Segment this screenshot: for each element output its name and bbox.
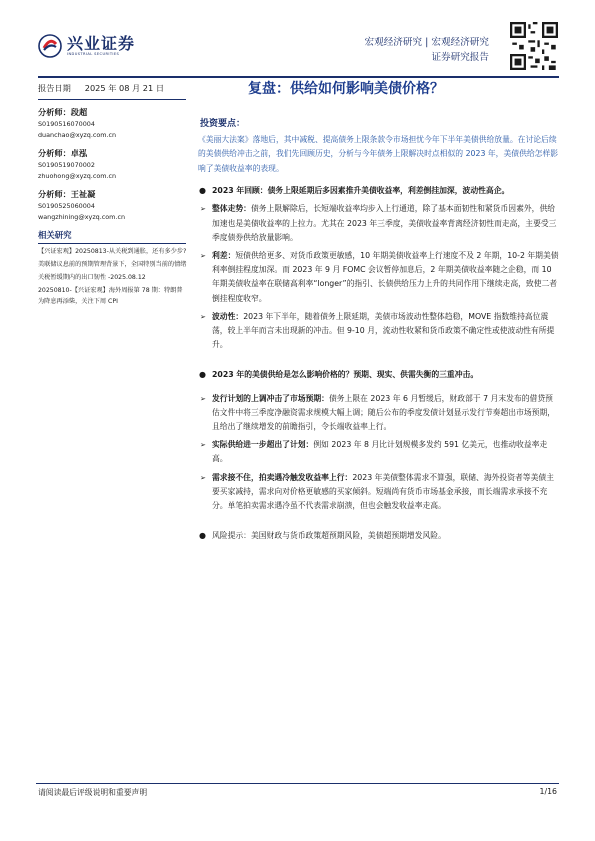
arrow-bullet-icon: ➢ <box>200 252 206 261</box>
key-point-heading: 2023 年的美债供给是怎么影响价格的？预期、现实、供需失衡的三重冲击。 <box>212 370 479 380</box>
analyst-email[interactable]: duanchao@xyzq.com.cn <box>38 131 117 139</box>
sub-point <box>198 438 560 466</box>
sub-point-label: 需求接不住，拍卖遇冷触发收益率上行： <box>212 472 353 482</box>
analyst-license: S0190516070004 <box>38 120 95 128</box>
sub-point <box>198 392 560 435</box>
arrow-bullet-icon: ➢ <box>200 312 206 321</box>
analyst-name: 分析师：王祉凝 <box>38 189 96 199</box>
analyst-name: 分析师：段超 <box>38 107 88 117</box>
report-type: 证券研究报告 <box>431 52 489 63</box>
key-point <box>198 184 560 198</box>
key-point <box>198 368 560 382</box>
related-research-link[interactable]: 【兴证宏观】20250813-从关税到通胀，还有多少步? <box>38 248 187 255</box>
sub-point-text: 短债供给更多、对货币政策更敏感，10 年期美债收益率上行速度不及 2 年期，10-2 年期美债利率倒挂程度加深。而 2023 年 9 月 FOMC 会议暂停加息后，2 年期美债收益率随之企稳，而 10 年期美债收益率在联储高利率“longer”的指引、长债供给压力上升的共同作用下继续走高，致使二者倒挂程度收窄。 <box>212 251 559 303</box>
intro-paragraph: 《美丽大法案》落地后，其中减税、提高债务上限条款令市场担忧今年下半年美债供给放量。在讨论后续的美债供给冲击之前，我们先回顾历史，分析与今年债务上限解决时点相似的 2023 年，美债供给怎样影响了美债收益率的表现。 <box>198 135 559 173</box>
category-line: 宏观经济研究 | 宏观经济研究 <box>364 37 489 48</box>
page-number: 1/16 <box>539 787 557 796</box>
logo-cn-text: 兴业证券 <box>67 34 136 53</box>
qr-code-icon <box>510 22 558 70</box>
report-title: 复盘：供给如何影响美债价格？ <box>248 81 444 97</box>
bullet-circle-icon: ● <box>199 531 206 541</box>
key-point-heading: 2023 年回顾：债务上限延期后多因素推升美债收益率，利差倒挂加深，波动性高企。 <box>212 186 510 196</box>
risk-warning <box>198 529 560 543</box>
related-research-link[interactable]: 20250810-【兴证宏观】海外周报第 78 期：特朗普为降息再添柴，关注下周 CPI <box>38 287 183 305</box>
sub-point-label: 实际供给进一步超出了计划： <box>212 440 314 450</box>
arrow-bullet-icon: ➢ <box>200 473 206 482</box>
sub-point-text: 债务上限解除后，长短端收益率均步入上行通道，除了基本面韧性和紧货币因素外，供给加速也是美债收益率的上拉力。尤其在 2023 年三季度，美债收益率背离经济韧性而走高，主要受三季度债券供给放量影响。 <box>212 204 557 242</box>
logo-mark-icon <box>38 34 62 58</box>
main-content <box>198 116 560 543</box>
arrow-bullet-icon: ➢ <box>200 394 206 403</box>
risk-warning-text: 风险提示：美国财政与货币政策超预期风险，美债超预期增发风险。 <box>212 531 446 541</box>
analyst-name: 分析师：卓泓 <box>38 148 88 158</box>
sub-point <box>198 249 560 306</box>
sub-point-label: 利差： <box>212 251 236 261</box>
sub-point-label: 波动性： <box>212 311 244 321</box>
sub-point-text: 债务上限在 2023 年 6 月暂缓后，财政部于 7 月末发布的借贷预估文件中将三季度净融资需求规模大幅上调；随后公布的季度发债计划显示发行节奏超出市场预期，且给出了继续增发的前瞻指引，令长端收益率上行。 <box>212 393 556 432</box>
date-divider <box>38 99 186 100</box>
sub-point-text: 2023 年美债整体需求不算强，联储、海外投资者等美债主要买家减持，需求向对价格更敏感的买家倾斜。短端尚有货币市场基金承接，而长端需求承接不充分。单笔拍卖需求遇冷虽不代表需求崩溃，但也会触发收益率走高。 <box>212 472 554 511</box>
analyst-email[interactable]: zhuohong@xyzq.com.cn <box>38 172 117 180</box>
sub-point <box>198 310 560 353</box>
analyst-block <box>38 106 190 141</box>
analyst-license: S0190525060004 <box>38 202 95 210</box>
report-date-label: 报告日期 <box>38 83 71 93</box>
arrow-bullet-icon: ➢ <box>200 205 206 214</box>
sub-point <box>198 202 560 245</box>
footer-disclaimer[interactable]: 请阅读最后评级说明和重要声明 <box>38 788 148 797</box>
sub-point-label: 发行计划的上调冲击了市场预期： <box>212 393 329 403</box>
report-date-value: 2025 年 08 月 21 日 <box>84 83 165 93</box>
report-date <box>38 80 190 96</box>
related-research-link[interactable]: 美联储议息前的预期管理背景下，全国特别当前的情绪 <box>38 261 187 268</box>
sub-point-text: 2023 年下半年，随着债务上限延期，美债市场波动性整体趋稳，MOVE 指数维持高位震荡，较上半年而言未出现新的冲击。但 9-10 月，流动性收紧和货币政策不确定性或使波动性有所提升。 <box>212 311 555 350</box>
bullet-dot-icon: ● <box>199 186 206 196</box>
brand-logo <box>38 34 135 58</box>
bullet-dot-icon: ● <box>199 370 206 380</box>
sub-point-label: 整体走势： <box>212 204 251 214</box>
left-sidebar <box>38 80 190 307</box>
analyst-block <box>38 147 190 182</box>
header-rule <box>38 76 559 78</box>
related-research-link[interactable]: 关税暂缓期内的出口韧性 -2025.08.12 <box>38 274 146 281</box>
sub-point <box>198 471 560 514</box>
related-research-title: 相关研究 <box>38 229 186 244</box>
analyst-block <box>38 188 190 223</box>
analyst-license: S0190519070002 <box>38 161 95 169</box>
footer-rule <box>36 783 559 784</box>
investment-points-heading: 投资要点： <box>200 119 246 129</box>
analyst-email[interactable]: wangzhining@xyzq.com.cn <box>38 213 126 221</box>
sub-point-text: 例如 2023 年 8 月比计划规模多发约 591 亿美元，也推动收益率走高。 <box>212 440 548 464</box>
arrow-bullet-icon: ➢ <box>200 441 206 450</box>
header-category <box>365 35 489 65</box>
logo-en-text: INDUSTRIAL SECURITIES <box>67 52 120 56</box>
